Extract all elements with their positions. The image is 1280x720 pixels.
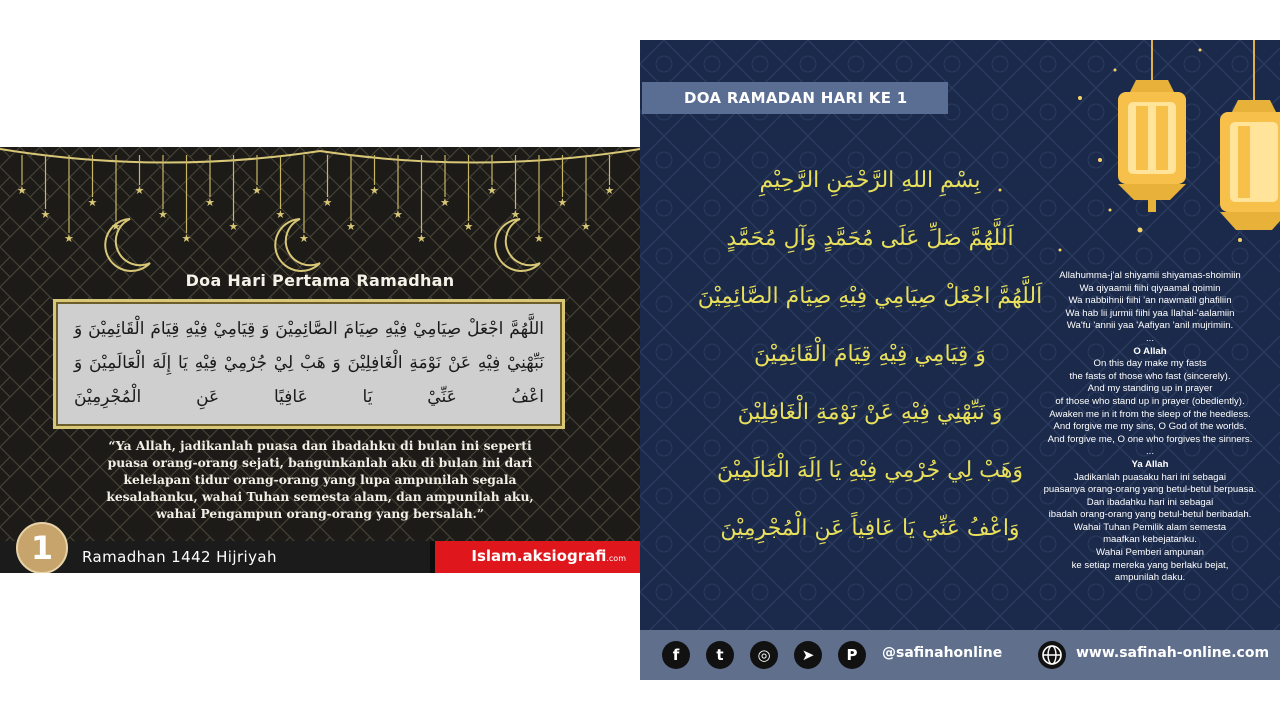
star-icon: ★	[158, 208, 168, 221]
star-icon: ★	[134, 184, 145, 197]
star-icon: ★	[487, 184, 497, 197]
star-icon: ★	[299, 232, 309, 245]
star-icon: ★	[87, 196, 98, 209]
translit-line: On this day make my fasts	[1093, 358, 1207, 370]
star-icon: ★	[181, 232, 192, 245]
translit-line: O Allah	[1133, 345, 1167, 357]
translit-line: And forgive me, O one who forgives the sinners.	[1047, 433, 1253, 445]
translit-line: Awaken me in it from the sleep of the heedless.	[1049, 408, 1251, 420]
translit-line: Dan ibadahku hari ini sebagai	[1086, 496, 1214, 508]
arabic-line: وَاعْفُ عَنِّي يَا عَافِياً عَنِ الْمُجْرِمِيْنَ	[720, 516, 1020, 541]
social-handle[interactable]: @safinahonline	[882, 645, 1003, 661]
arabic-line: اَللَّهُمَّ اجْعَلْ صِيَامِي فِيْهِ صِيَامَ الصَّائِمِيْنَ	[697, 284, 1043, 309]
star-icon: ★	[534, 232, 544, 245]
star-icon: ★	[40, 208, 51, 221]
translit-line: Jadikanlah puasaku hari ini sebagai	[1073, 471, 1226, 483]
social-bar	[640, 630, 1280, 680]
translit-line: ampunilah daku.	[1114, 572, 1186, 584]
translit-line: of those who stand up in prayer (obediently).	[1055, 395, 1245, 407]
translit-line: ...	[1146, 332, 1154, 344]
star-icon: ★	[17, 184, 27, 197]
star-icon: ★	[510, 208, 521, 221]
translit-line: ...	[1146, 446, 1154, 458]
translit-line: Wa'fu 'annii yaa 'Aafiyan 'anil mujrimiin.	[1066, 320, 1234, 332]
star-icon: ★	[322, 196, 333, 209]
site-name: Islam.aksiografi	[471, 547, 607, 565]
translit-line: maafkan kebejatanku.	[1103, 534, 1197, 546]
site-tld: .com	[606, 554, 626, 563]
star-icon: ★	[64, 232, 74, 245]
translit-line: ke setiap mereka yang berlaku bejat,	[1071, 559, 1229, 571]
arabic-line: وَ نَبِّهْنِي فِيْهِ عَنْ نَوْمَةِ الْغَافِلِيْنَ	[737, 400, 1003, 425]
quote-line: kesalahanku, wahai Tuhan semesta alam, dan ampunilah aku,	[106, 489, 534, 504]
star-icon: ★	[604, 184, 615, 197]
star-icon: ★	[111, 220, 121, 233]
translit-line: Wahai Tuhan Pemilik alam semesta	[1073, 521, 1227, 533]
day-tag-label: DOA RAMADAN HARI KE 1	[684, 89, 908, 107]
day-tag	[642, 82, 948, 114]
translit-line: puasanya orang-orang yang betul-betul berpuasa.	[1043, 484, 1257, 496]
translit-line: ibadah orang-orang yang betul-betul beribadah.	[1048, 509, 1252, 521]
star-icon: ★	[440, 196, 450, 209]
arabic-prayer-box	[53, 299, 565, 429]
star-icon: ★	[463, 220, 474, 233]
translit-line: Allahumma-j'al shiyamii shiyamas-shoimiin	[1059, 270, 1241, 281]
arabic-prayer-text: اللَّهُمَّ اجْعَلْ صِيَامِيْ فِيْهِ صِيَامَ الصَّائِمِيْنَ وَ قِيَامِيْ فِيْهِ قِيَامَ الْقَائِمِيْنَ وَ نَبِّهْنِيْ فِيْهِ عَنْ نَوْمَةِ الْغَافِلِيْنَ وَ هَبْ لِيْ جُرْمِيْ فِيْهِ يَا إِلَهَ الْعَالَمِيْنَ وَ اعْفُ عَنِّيْ يَا عَافِيًا عَنِ الْمُجْرِمِيْنَ	[74, 319, 544, 407]
globe-icon	[1038, 641, 1066, 669]
arabic-line: اَللَّهُمَّ صَلِّ عَلَى مُحَمَّدٍ وَآلِ مُحَمَّدٍ	[726, 226, 1014, 251]
quote-line: kelelapan tidur orang-orang yang lupa ampunilah segala	[123, 472, 517, 487]
transliteration-block	[1020, 270, 1280, 585]
instagram-icon[interactable]: ◎	[750, 641, 778, 669]
left-prayer-card	[0, 147, 640, 573]
twitter-icon[interactable]: t	[706, 641, 734, 669]
translit-line: Wa hab lii jurmii fiihi yaa Ilahal-'aalamiin	[1065, 307, 1235, 319]
star-icon: ★	[581, 220, 591, 233]
quote-line: puasa orang-orang sejati, bangunkanlah aku di bulan ini dari	[107, 455, 533, 470]
site-link[interactable]	[471, 547, 626, 565]
star-icon: ★	[275, 208, 286, 221]
website-link[interactable]: www.safinah-online.com	[1076, 645, 1270, 661]
left-card-title: Doa Hari Pertama Ramadhan	[185, 271, 455, 290]
indonesian-translation	[56, 437, 584, 522]
star-icon: ★	[205, 196, 215, 209]
star-icon: ★	[228, 220, 239, 233]
translit-line: Wahai Pemberi ampunan	[1096, 547, 1204, 559]
translit-line: And my standing up in prayer	[1087, 383, 1213, 395]
star-icon: ★	[346, 220, 356, 233]
facebook-icon[interactable]: f	[662, 641, 690, 669]
translit-line: And forgive me my sins, O God of the worlds.	[1053, 421, 1247, 433]
quote-line: “Ya Allah, jadikanlah puasa dan ibadahku di bulan ini seperti	[108, 438, 532, 453]
translit-line: Wa nabbihnii fiihi 'an nawmatil ghafiliin	[1068, 295, 1232, 307]
translit-line: Wa qiyaamii fiihi qiyaamal qoimin	[1079, 282, 1221, 294]
day-number-badge: 1	[16, 522, 68, 573]
arabic-line: بِسْمِ اللهِ الرَّحْمَنِ الرَّحِيْمِ	[759, 168, 981, 193]
quote-line: wahai Pengampun orang-orang yang bersalah.”	[156, 506, 484, 521]
arabic-line: وَ قِيَامِي فِيْهِ قِيَامَ الْقَائِمِيْنَ	[754, 342, 986, 367]
translit-line: the fasts of those who fast (sincerely).	[1069, 370, 1231, 382]
star-icon: ★	[369, 184, 380, 197]
star-icon: ★	[557, 196, 568, 209]
right-prayer-card	[640, 40, 1280, 680]
hijri-label: Ramadhan 1442 Hijriyah	[82, 548, 277, 566]
arabic-line: وَهَبْ لِي جُرْمِي فِيْهِ يَا اِلَهَ الْعَالَمِيْنَ	[716, 458, 1023, 483]
star-icon: ★	[416, 232, 427, 245]
star-icon: ★	[252, 184, 262, 197]
left-card-footer	[0, 529, 640, 573]
pinterest-icon[interactable]: P	[838, 641, 866, 669]
translit-line: Ya Allah	[1131, 458, 1169, 470]
telegram-icon[interactable]: ➤	[794, 641, 822, 669]
star-icon: ★	[393, 208, 403, 221]
